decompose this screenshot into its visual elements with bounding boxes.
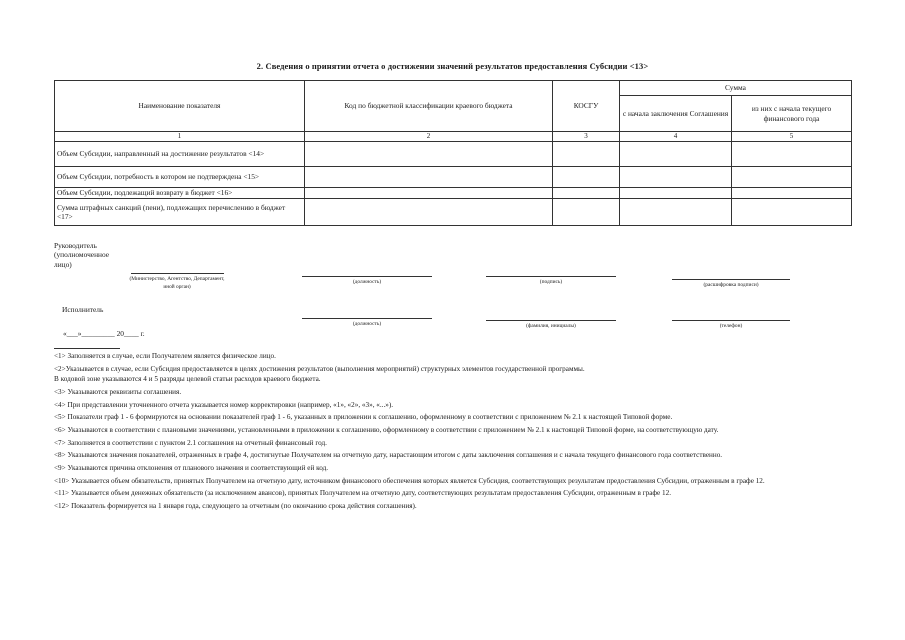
- row-label: Объем Субсидии, направленный на достижение результатов <14>: [55, 142, 305, 167]
- column-number: 1: [55, 132, 305, 142]
- exec-position-line[interactable]: [302, 318, 432, 319]
- executor-label: Исполнитель: [62, 305, 104, 314]
- footnote: В кодовой зоне указываются 4 и 5 разряды целевой статьи расходов краевого бюджета.: [54, 375, 321, 384]
- org-caption: (Министерство, Агентство, Департамент, иной орган): [129, 276, 225, 290]
- table-cell[interactable]: [553, 167, 620, 188]
- table-cell[interactable]: [553, 188, 620, 199]
- footnote: <6> Указываются в соответствии с плановыми значениями, установленными в приложении к соглашению, оформленному в соответствии с приложением № 2.1 к настоящей Типовой форме, на соответствующую дату.: [54, 425, 719, 434]
- table-cell[interactable]: [620, 142, 732, 167]
- phone-caption: (телефон): [719, 323, 743, 329]
- table-cell[interactable]: [305, 188, 553, 199]
- footnote: <8> Указываются значения показателей, отраженных в графе 4, достигнутые Получателем на отчетную дату, нарастающим итогом с даты заключения соглашения и с начала текущего финансового года соответственно.: [54, 451, 723, 460]
- footnote: <9> Указываются причина отклонения от планового значения и соответствующий ей код.: [54, 464, 329, 472]
- table-cell[interactable]: [620, 199, 732, 226]
- table-cell[interactable]: [553, 142, 620, 167]
- table-cell[interactable]: [305, 142, 553, 167]
- footnote: <12> Показатель формируется на 1 января года, следующего за отчетным (по окончанию срока действия соглашения).: [54, 502, 417, 511]
- header-from-agreement-start: с начала заключения Соглашения: [620, 96, 732, 132]
- table-cell[interactable]: [732, 167, 852, 188]
- decoding-caption: (расшифровка подписи): [703, 282, 759, 288]
- footnote: <10> Указывается объем обязательств, принятых Получателем на отчетную дату, источником финансового обеспечения которых является Субсидия, соответствующих результатам предоставления Субсидии, отраженным в графе 12.: [54, 476, 765, 485]
- table-cell[interactable]: [620, 188, 732, 199]
- footnote: <7> Заполняется в соответствии с пунктом 2.1 соглашения на отчетный финансовый год.: [54, 438, 327, 447]
- head-label: Руководитель (уполномоченное лицо): [54, 241, 110, 269]
- row-label: Объем Субсидии, подлежащий возврату в бюджет <16>: [55, 188, 305, 199]
- header-sum: Сумма: [620, 81, 852, 96]
- table-cell[interactable]: [305, 199, 553, 226]
- phone-line[interactable]: [672, 320, 790, 321]
- column-number: 2: [305, 132, 553, 142]
- signature-caption: (подпись): [539, 279, 563, 285]
- date-line[interactable]: «___»_________ 20____ г.: [63, 329, 145, 338]
- exec-position-caption: (должность): [352, 321, 382, 327]
- row-label: Объем Субсидии, потребность в котором не подтверждена <15>: [55, 167, 305, 188]
- footnote: <11> Указывается объем денежных обязательств (за исключением авансов), принятых Получателем на отчетную дату, соответствующих результатам предоставления Субсидии, отраженным в графе 12.: [54, 489, 672, 498]
- table-row: [55, 167, 852, 188]
- exec-name-line[interactable]: [486, 320, 616, 321]
- column-number: 5: [732, 132, 852, 142]
- table-cell[interactable]: [732, 142, 852, 167]
- table-cell[interactable]: [305, 167, 553, 188]
- column-number: 4: [620, 132, 732, 142]
- table-row: [55, 199, 852, 226]
- footnote: <4> При представлении уточненного отчета указывается номер корректировки (например, «1», «2», «3», «...»).: [54, 400, 394, 409]
- footnote: <1> Заполняется в случае, если Получателем является физическое лицо.: [54, 352, 276, 360]
- header-indicator-name: Наименование показателя: [55, 81, 305, 132]
- table-row: [55, 188, 852, 199]
- footnote: <5> Показатели граф 1 - 6 формируются на основании показателей граф 1 - 6, указанных в приложении к соглашению, оформленному в соответствии с приложением № 2.1 к настоящей Типовой форме.: [54, 413, 673, 422]
- footnote: <3> Указываются реквизиты соглашения.: [54, 387, 182, 396]
- table-row: [55, 142, 852, 167]
- row-label: Сумма штрафных санкций (пени), подлежащих перечислению в бюджет <17>: [55, 199, 305, 226]
- exec-name-caption: (фамилия, инициалы): [526, 323, 576, 329]
- section-title: 2. Сведения о принятии отчета о достижении значений результатов предоставления Субсидии <13>: [256, 61, 649, 71]
- org-line[interactable]: [131, 273, 224, 274]
- column-number: 3: [553, 132, 620, 142]
- position-caption: (должность): [352, 279, 382, 285]
- header-kosgu: КОСГУ: [553, 81, 620, 132]
- header-of-which-current-year: из них с начала текущего финансового года: [732, 96, 852, 132]
- footnote: <2>Указывается в случае, если Субсидия предоставляется в целях достижения результатов (выполнения мероприятий) структурных элементов государственной программы.: [54, 364, 585, 373]
- table-cell[interactable]: [620, 167, 732, 188]
- subsidy-report-table: [54, 80, 852, 226]
- table-cell[interactable]: [553, 199, 620, 226]
- column-number-row: [55, 132, 852, 142]
- decoding-line[interactable]: [672, 279, 790, 280]
- signature-line[interactable]: [486, 276, 616, 277]
- table-cell[interactable]: [732, 188, 852, 199]
- header-budget-code: Код по бюджетной классификации краевого бюджета: [305, 81, 553, 132]
- footnotes: [54, 352, 851, 515]
- footnote-divider: [54, 348, 120, 349]
- position-line[interactable]: [302, 276, 432, 277]
- table-cell[interactable]: [732, 199, 852, 226]
